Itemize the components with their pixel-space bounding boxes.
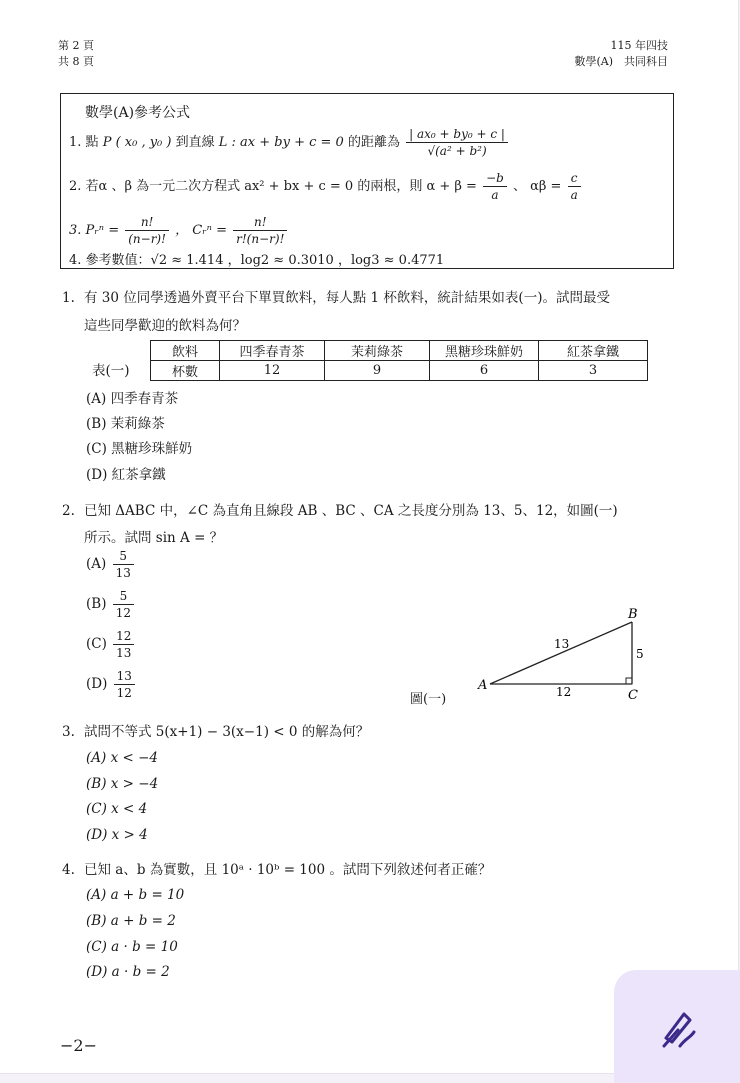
q4-option-d[interactable]: (D) a · b = 2 bbox=[86, 964, 170, 980]
vertex-c-label: C bbox=[628, 688, 638, 700]
fraction-num: 12 bbox=[113, 628, 134, 645]
option-label: (A) bbox=[86, 556, 107, 572]
q1-option-a[interactable]: (A) 四季春青茶 bbox=[86, 391, 179, 407]
q4-option-a[interactable]: (A) a + b = 10 bbox=[86, 887, 185, 903]
option-label: (B) bbox=[86, 596, 107, 612]
formula-perm-comb bbox=[69, 214, 289, 247]
side-ab-line bbox=[490, 622, 632, 684]
f1-numerator: | ax₀ + by₀ + c | bbox=[406, 126, 508, 143]
question-1 bbox=[62, 287, 610, 309]
table-row bbox=[151, 361, 648, 381]
exam-subject: 數學(A) 共同科目 bbox=[574, 55, 668, 68]
f2-sum-den: a bbox=[491, 188, 499, 202]
fraction-den: 13 bbox=[116, 646, 132, 660]
f1-point: P ( x₀ , y₀ ) bbox=[102, 135, 172, 150]
f2-text: 2. 若α 、β 為一元二次方程式 ax² + bx + c = 0 的兩根，則 α + β = bbox=[69, 179, 477, 194]
q3-option-d[interactable]: (D) x > 4 bbox=[86, 827, 148, 843]
option-fraction bbox=[113, 588, 134, 621]
option-fraction bbox=[113, 548, 134, 581]
vertex-b-label: B bbox=[628, 607, 638, 622]
q4-option-c[interactable]: (C) a · b = 10 bbox=[86, 939, 178, 955]
question-4 bbox=[62, 859, 491, 881]
table-cell: 3 bbox=[539, 361, 648, 381]
q2-option-c[interactable] bbox=[86, 628, 136, 661]
vertex-a-label: A bbox=[478, 678, 488, 693]
reference-formula-box bbox=[60, 93, 674, 269]
f3-perm-num: n! bbox=[125, 214, 169, 231]
question-2 bbox=[62, 500, 618, 522]
fraction-num: 13 bbox=[114, 668, 135, 685]
question-1-text-line1: 有 30 位同學透過外賣平台下單買飲料，每人點 1 杯飲料，統計結果如表(一)。試問最受 bbox=[84, 290, 610, 306]
table-cell: 四季春青茶 bbox=[220, 341, 325, 361]
option-label: (C) bbox=[86, 636, 107, 652]
right-angle-marker bbox=[626, 678, 632, 684]
q1-option-d[interactable]: (D) 紅茶拿鐵 bbox=[86, 467, 166, 483]
table-cell: 茉莉綠茶 bbox=[325, 341, 430, 361]
question-4-number: 4. bbox=[62, 862, 75, 878]
f2-prod-num: c bbox=[568, 170, 581, 187]
table-cell: 飲料 bbox=[151, 341, 220, 361]
q3-option-b[interactable]: (B) x > −4 bbox=[86, 776, 159, 792]
question-2-text-line1: 已知 ΔABC 中，∠C 為直角且線段 AB 、BC 、CA 之長度分別為 13、5、12，如圖(一) bbox=[84, 503, 618, 519]
f2-sum-fraction bbox=[483, 170, 507, 203]
table-cell: 杯數 bbox=[151, 361, 220, 381]
q2-option-a[interactable] bbox=[86, 548, 136, 581]
f1-suffix: 的距離為 bbox=[347, 135, 400, 150]
q1-option-b[interactable]: (B) 茉莉綠茶 bbox=[86, 416, 165, 432]
pen-scribble-icon bbox=[658, 1008, 698, 1048]
formula-distance bbox=[69, 126, 510, 159]
f1-prefix: 1. 點 bbox=[69, 135, 99, 150]
f2-sep: 、 αβ = bbox=[512, 179, 562, 194]
option-fraction bbox=[114, 668, 135, 701]
side-bc-label: 5 bbox=[636, 647, 644, 661]
f2-sum-num: −b bbox=[483, 170, 507, 187]
drinks-table bbox=[150, 340, 648, 381]
formula-ref-values: 4. 參考數值：√2 ≈ 1.414 ，log2 ≈ 0.3010 ，log3 ≈ 0.4771 bbox=[69, 253, 445, 268]
q4-option-b[interactable]: (B) a + b = 2 bbox=[86, 913, 176, 929]
fraction-den: 13 bbox=[115, 566, 131, 580]
annotate-fab-button[interactable] bbox=[614, 970, 740, 1083]
f3-comb-lhs: ， Cᵣⁿ = bbox=[175, 223, 227, 238]
fraction-den: 12 bbox=[115, 606, 132, 620]
formula-box-title: 數學(A)參考公式 bbox=[85, 105, 191, 121]
side-ab-label: 13 bbox=[554, 637, 570, 651]
exam-year: 115 年四技 bbox=[610, 39, 668, 52]
table-cell: 6 bbox=[430, 361, 539, 381]
f1-line: L : ax + by + c = 0 bbox=[218, 135, 344, 150]
q3-option-a[interactable]: (A) x < −4 bbox=[86, 750, 158, 766]
f2-prod-fraction bbox=[568, 170, 581, 203]
question-3 bbox=[62, 721, 369, 743]
q2-option-b[interactable] bbox=[86, 588, 136, 621]
table-1-label: 表(一) bbox=[92, 363, 130, 379]
f3-perm-fraction bbox=[125, 214, 169, 247]
question-3-number: 3. bbox=[62, 724, 75, 740]
q2-option-d[interactable] bbox=[86, 668, 137, 701]
fraction-den: 12 bbox=[116, 686, 132, 700]
figure-1-caption: 圖(一) bbox=[410, 692, 447, 707]
table-row bbox=[151, 341, 648, 361]
page-header-left bbox=[58, 38, 94, 70]
question-1-text-line2: 這些同學歡迎的飲料為何？ bbox=[84, 318, 246, 334]
q1-option-c[interactable]: (C) 黑糖珍珠鮮奶 bbox=[86, 441, 193, 457]
f3-comb-den: r!(n−r)! bbox=[236, 232, 285, 246]
f2-prod-den: a bbox=[570, 188, 578, 202]
fraction-num: 5 bbox=[113, 548, 134, 565]
f3-perm-lhs: 3. Pᵣⁿ = bbox=[69, 223, 120, 238]
fraction-num: 5 bbox=[113, 588, 134, 605]
f1-mid: 到直線 bbox=[175, 135, 215, 150]
page-number: −2− bbox=[60, 1036, 97, 1055]
f1-fraction bbox=[406, 126, 508, 159]
formula-roots bbox=[69, 170, 583, 203]
table-cell: 黑糖珍珠鮮奶 bbox=[430, 341, 539, 361]
option-label: (D) bbox=[86, 676, 108, 692]
page-index: 第 2 頁 bbox=[58, 39, 94, 52]
page-total: 共 8 頁 bbox=[58, 55, 94, 68]
question-1-number: 1. bbox=[62, 290, 75, 306]
question-3-text: 試問不等式 5(x+1) − 3(x−1) < 0 的解為何？ bbox=[84, 724, 370, 740]
table-cell: 紅茶拿鐵 bbox=[539, 341, 648, 361]
side-ca-label: 12 bbox=[556, 685, 572, 699]
table-cell: 12 bbox=[220, 361, 325, 381]
table-cell: 9 bbox=[325, 361, 430, 381]
triangle-figure bbox=[470, 600, 660, 700]
f1-denominator: √(a² + b²) bbox=[427, 144, 487, 158]
question-2-number: 2. bbox=[62, 503, 75, 519]
f3-comb-fraction bbox=[233, 214, 287, 247]
q3-option-c[interactable]: (C) x < 4 bbox=[86, 801, 148, 817]
f3-comb-num: n! bbox=[233, 214, 287, 231]
question-2-text-line2: 所示。試問 sin A = ？ bbox=[84, 530, 224, 546]
question-4-text: 已知 a、b 為實數，且 10ᵃ · 10ᵇ = 100 。試問下列敘述何者正確？ bbox=[84, 862, 492, 878]
f3-perm-den: (n−r)! bbox=[128, 232, 166, 246]
option-fraction bbox=[113, 628, 134, 661]
page-header-right bbox=[574, 38, 668, 70]
